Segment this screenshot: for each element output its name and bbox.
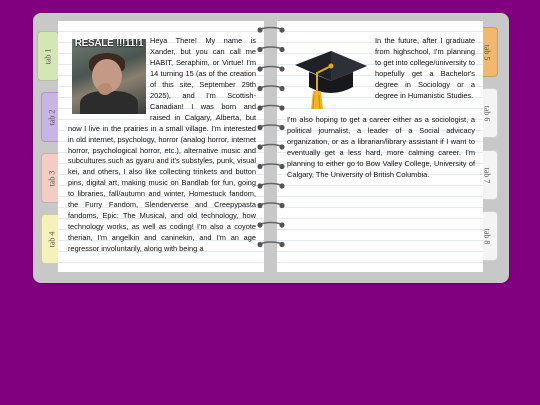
tab-label: tab 5: [482, 44, 492, 60]
binder-ring: [257, 183, 284, 188]
left-page: [58, 21, 264, 272]
binder-ring: [257, 86, 284, 91]
tab-label: tab 2: [47, 109, 57, 125]
right-page: [277, 21, 483, 272]
left-page-content: [58, 21, 264, 255]
tab-label: tab 3: [47, 170, 57, 186]
intro-text: Heya There! My name is Xander, but you can call me HABIT, Seraphim, or Virtue! I'm 14 turning 15 (as of the creation of this site, September 29th 2025), and I'm Scottish-Canadian! I was born and raised in Calgary, Alberta, but now I live in the prairies in a small village. I'm interested in old internet, psychology, horror (analog horror, internet horror, psychological horror, etc.), alternative music and subcultures such as gyaru and it's substyles, punk, visual kei, and others, I also like collecting trinkets and button pins, digital art, making music on Bandlab for fun, going to libraries, fall/autumn and winter, Homestuck fandom, the Furry Fandom, Slenderverse and Creepypasta fandoms, Epic: The Musical, and old technology, how technology works, as well as coding! I'm also a coyote therian, I'm angelkin and caninekin, and I'm an age regressor involuntarily, along with being a: [68, 36, 256, 254]
binder-ring: [257, 144, 284, 149]
binder-ring: [257, 66, 284, 71]
binder-ring: [257, 203, 284, 208]
binder-ring: [257, 222, 284, 227]
photo-caption: RESALE !!!11!1: [74, 39, 144, 49]
tab-label: tab 8: [482, 228, 492, 244]
binder-ring: [257, 105, 284, 110]
spiral-binding: [256, 22, 286, 272]
binder-ring: [257, 242, 284, 247]
binder-ring: [257, 27, 284, 32]
profile-photo: [72, 39, 146, 114]
photo-hand: [98, 83, 112, 95]
tab-label: tab 4: [47, 231, 57, 247]
tab-1[interactable]: [37, 31, 59, 81]
right-page-content: [277, 21, 483, 181]
tab-label: tab 1: [43, 48, 53, 64]
tab-label: tab 7: [482, 167, 492, 183]
future-plans-text: In the future, after I graduate from highschool, I'm planning to get into college/university to hopefully get a Bachelor's degree in Sociology or a degree in Humanistic Studies.: [375, 36, 475, 100]
binder-ring: [257, 47, 284, 52]
career-text: I'm also hoping to get a career either as a sociologist, a political journalist, a leader of a Social advicacy organization, or as a librarian/library assistant if I want to eventually get a less hard, more calming career. I'm planning to either go to Bow Valley College, University of Calgary, The University of British Columbia.: [287, 115, 475, 179]
binder-ring: [257, 164, 284, 169]
binder-ring: [257, 125, 284, 130]
tab-label: tab 6: [482, 105, 492, 121]
photo-body: [80, 91, 138, 114]
graduation-cap-icon: [291, 39, 369, 111]
